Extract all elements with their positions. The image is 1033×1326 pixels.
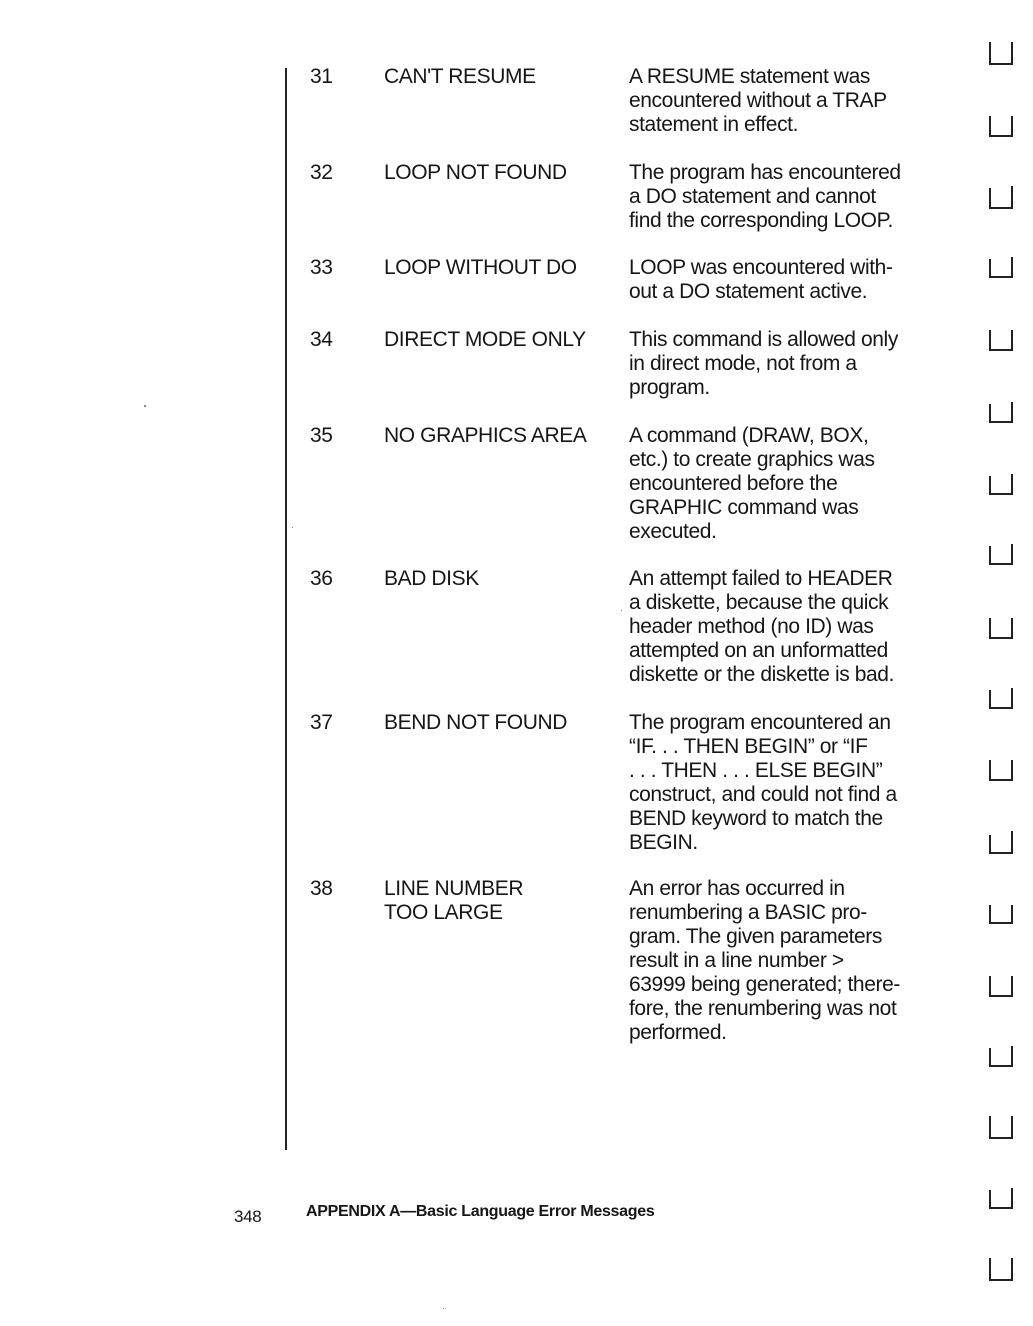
binder-hole-mark: [986, 1254, 1016, 1284]
error-description: LOOP was encountered with- out a DO statement active.: [629, 256, 893, 303]
error-number: 34: [310, 328, 333, 351]
left-margin-rule: [285, 68, 287, 1150]
error-name: LOOP WITHOUT DO: [384, 256, 577, 279]
error-name: LINE NUMBER TOO LARGE: [384, 877, 524, 924]
error-description: A RESUME statement was encountered without a TRAP statement in effect.: [629, 65, 887, 136]
scan-speck: [144, 405, 146, 407]
scan-speck: [443, 1308, 444, 1309]
error-description: An error has occurred in renumbering a BASIC pro- gram. The given parameters result in a line number > 63999 being generated; there- fore, the renumbering was not performed.: [629, 877, 900, 1044]
scan-speck: [621, 610, 622, 611]
error-number: 31: [310, 65, 333, 88]
error-number: 32: [310, 161, 333, 184]
binder-hole-mark: [986, 468, 1016, 498]
error-description: The program encountered an “IF. . . THEN BEGIN” or “IF . . . THEN . . . ELSE BEGIN” construct, and could not find a BEND keyword to match the BEGIN.: [629, 711, 897, 854]
error-number: 37: [310, 711, 333, 734]
scan-speck: [292, 527, 293, 528]
error-number: 33: [310, 256, 333, 279]
binder-hole-mark: [986, 324, 1016, 354]
binder-hole-mark: [986, 1040, 1016, 1070]
binder-hole-mark: [986, 38, 1016, 68]
error-number: 35: [310, 424, 333, 447]
binder-hole-mark: [986, 1112, 1016, 1142]
binder-hole-mark: [986, 182, 1016, 212]
error-name: DIRECT MODE ONLY: [384, 328, 586, 351]
binder-hole-mark: [986, 396, 1016, 426]
error-name: BEND NOT FOUND: [384, 711, 568, 734]
error-description: The program has encountered a DO statement and cannot find the corresponding LOOP.: [629, 161, 901, 232]
page-number: 348: [234, 1207, 262, 1226]
error-name: CAN'T RESUME: [384, 65, 536, 88]
binder-hole-mark: [986, 251, 1016, 281]
error-number: 36: [310, 567, 333, 590]
binder-hole-mark: [986, 827, 1016, 857]
binder-hole-mark: [986, 612, 1016, 642]
binder-hole-mark: [986, 538, 1016, 568]
error-number: 38: [310, 877, 333, 900]
error-name: LOOP NOT FOUND: [384, 161, 567, 184]
binder-hole-mark: [986, 970, 1016, 1000]
error-name: NO GRAPHICS AREA: [384, 424, 587, 447]
binder-hole-mark: [986, 1182, 1016, 1212]
error-description: A command (DRAW, BOX, etc.) to create graphics was encountered before the GRAPHIC command was executed.: [629, 424, 875, 543]
binder-hole-mark: [986, 682, 1016, 712]
binder-hole-mark: [986, 754, 1016, 784]
running-footer: [306, 1203, 654, 1221]
binder-hole-mark: [986, 897, 1016, 927]
error-name: BAD DISK: [384, 567, 479, 590]
appendix-title: Basic Language Error Messages: [415, 1203, 655, 1220]
error-description: An attempt failed to HEADER a diskette, because the quick header method (no ID) was attempted on an unformatted diskette or the diskette is bad.: [629, 567, 895, 686]
error-description: This command is allowed only in direct mode, not from a program.: [629, 328, 898, 399]
binder-hole-mark: [986, 110, 1016, 140]
appendix-label: APPENDIX A—: [306, 1203, 416, 1220]
